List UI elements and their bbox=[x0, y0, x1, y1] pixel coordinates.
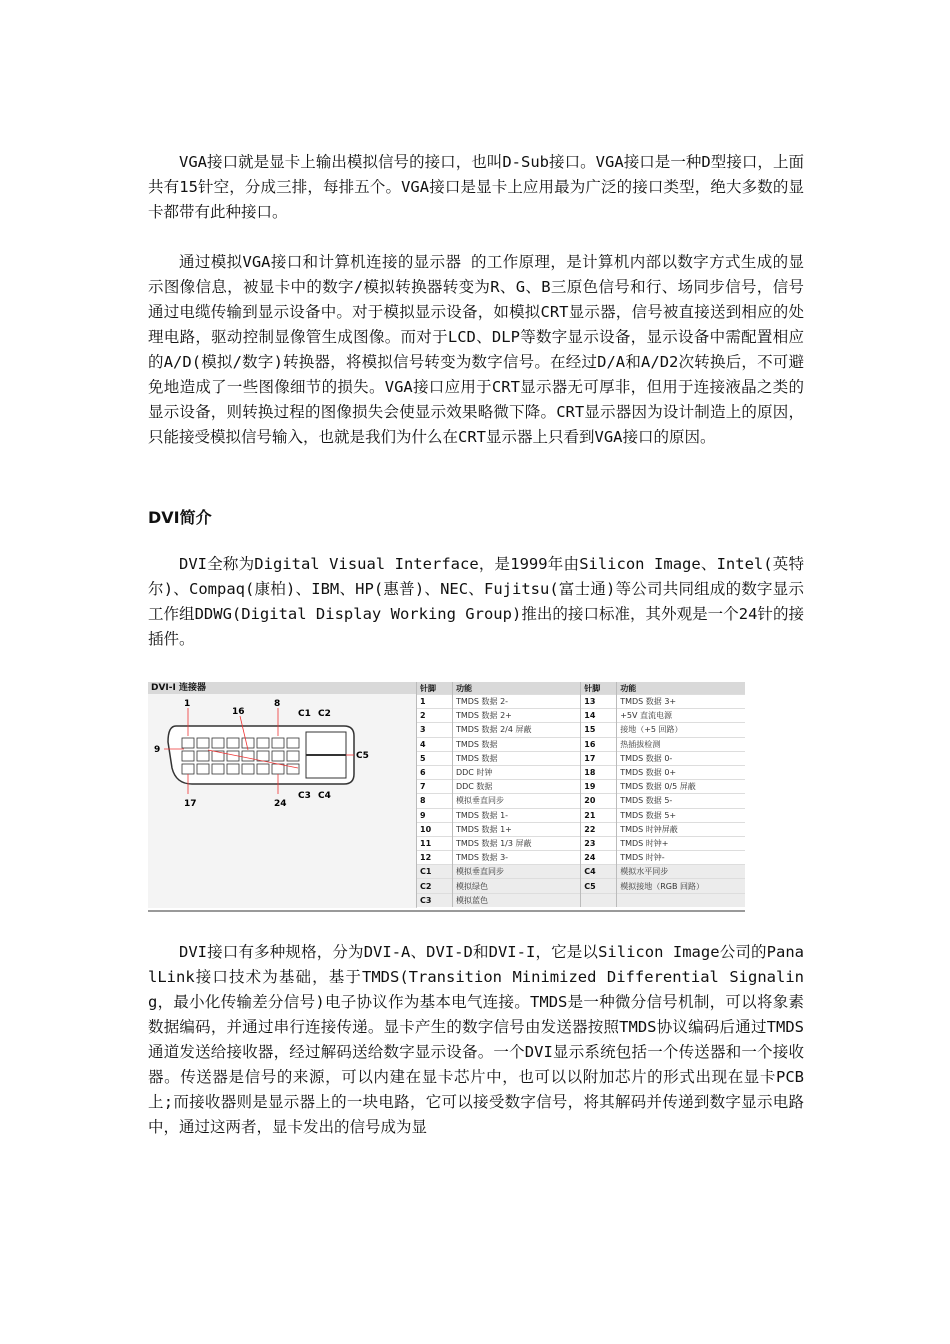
pin-number: C3 bbox=[417, 893, 453, 907]
pin-function: TMDS 数据 3- bbox=[452, 851, 580, 865]
label-pin-9: 9 bbox=[154, 745, 161, 755]
pin-number: 4 bbox=[417, 737, 453, 751]
pin-number: C1 bbox=[417, 865, 453, 879]
pin-function: +5V 直流电源 bbox=[617, 709, 745, 723]
table-row bbox=[417, 751, 746, 765]
pin-number: 10 bbox=[417, 822, 453, 836]
table-row bbox=[417, 836, 746, 850]
pin-number: C4 bbox=[581, 865, 617, 879]
label-pin-16: 16 bbox=[232, 707, 245, 717]
paragraph-dvi-spec: DVI接口有多种规格，分为DVI-A、DVI-D和DVI-I，它是以Silicon Image公司的PanalLink接口技术为基础，基于TMDS(Transition Minimized Differential Signaling，最小化传输差分信号)电子协议作为基本电气连接。TMDS是一种微分信号机制，可以将象素数据编码，并通过串行连接传递。显卡产生的数字信号由发送器按照TMDS协议编码后通过TMDS通道发送给接收器，经过解码送给数字显示设备。一个DVI显示系统包括一个传送器和一个接收器。传送器是信号的来源，可以内建在显卡芯片中，也可以以附加芯片的形式出现在显卡PCB上;而接收器则是显示器上的一块电路，它可以接受数字信号，将其解码并传递到数字显示电路中，通过这两者，显卡发出的信号成为显 bbox=[148, 943, 804, 1136]
pin-socket bbox=[182, 738, 194, 748]
pin-number: 14 bbox=[581, 709, 617, 723]
label-c4: C4 bbox=[318, 791, 331, 801]
pin-socket bbox=[227, 764, 239, 774]
pin-function: TMDS 数据 0+ bbox=[617, 765, 745, 779]
connector-title: DVI-I 连接器 bbox=[148, 682, 416, 694]
document-page bbox=[148, 150, 804, 1140]
pin-function: TMDS 时钟- bbox=[617, 851, 745, 865]
table-row bbox=[417, 780, 746, 794]
paragraph-vga-intro: VGA接口就是显卡上输出模拟信号的接口，也叫D-Sub接口。VGA接口是一种D型接口，上面共有15针空，分成三排，每排五个。VGA接口是显卡上应用最为广泛的接口类型，绝大多数的显卡都带有此种接口。 bbox=[148, 153, 804, 221]
pin-number: 23 bbox=[581, 836, 617, 850]
table-row bbox=[417, 794, 746, 808]
pin-socket bbox=[257, 764, 269, 774]
pin-function: TMDS 数据 1- bbox=[452, 808, 580, 822]
pin-number: 8 bbox=[417, 794, 453, 808]
pin-socket bbox=[272, 738, 284, 748]
dvi-pinout-figure bbox=[148, 682, 745, 912]
pin-function: TMDS 数据 5+ bbox=[617, 808, 745, 822]
pin-function: 模拟接地（RGB 回路） bbox=[617, 879, 745, 893]
pin-number: 6 bbox=[417, 765, 453, 779]
label-pin-24: 24 bbox=[274, 799, 287, 809]
table-row bbox=[417, 765, 746, 779]
pin-number: 22 bbox=[581, 822, 617, 836]
pin-function: 接地（+5 回路） bbox=[617, 723, 745, 737]
pin-function: 模拟蓝色 bbox=[452, 893, 580, 907]
pin-number: 18 bbox=[581, 765, 617, 779]
pin-socket bbox=[287, 738, 299, 748]
pin-socket bbox=[197, 764, 209, 774]
pin-number: 13 bbox=[581, 695, 617, 709]
pin-function: TMDS 数据 2/4 屏蔽 bbox=[452, 723, 580, 737]
pin-number: 11 bbox=[417, 836, 453, 850]
pin-socket bbox=[182, 764, 194, 774]
pin-function: 模拟垂直同步 bbox=[452, 794, 580, 808]
label-c5: C5 bbox=[356, 751, 369, 761]
pin-socket bbox=[197, 738, 209, 748]
header-func: 功能 bbox=[452, 682, 580, 695]
pin-number: 9 bbox=[417, 808, 453, 822]
table-row bbox=[417, 879, 746, 893]
pin-socket bbox=[197, 751, 209, 761]
label-pin-1: 1 bbox=[184, 699, 191, 709]
pin-socket bbox=[242, 751, 254, 761]
pin-socket bbox=[227, 738, 239, 748]
table-row bbox=[417, 808, 746, 822]
table-row bbox=[417, 709, 746, 723]
pin-number bbox=[581, 893, 617, 907]
pin-socket bbox=[182, 751, 194, 761]
pin-function-table bbox=[416, 682, 745, 907]
table-row bbox=[417, 865, 746, 879]
section-heading-dvi: DVI简介 bbox=[148, 508, 212, 527]
table-row bbox=[417, 723, 746, 737]
header-pin: 针脚 bbox=[581, 682, 617, 695]
pin-function: TMDS 数据 0- bbox=[617, 751, 745, 765]
pin-number: 19 bbox=[581, 780, 617, 794]
pin-number: 16 bbox=[581, 737, 617, 751]
pin-number: C5 bbox=[581, 879, 617, 893]
table-row bbox=[417, 851, 746, 865]
pin-function: TMDS 数据 5- bbox=[617, 794, 745, 808]
pin-number: 15 bbox=[581, 723, 617, 737]
label-pin-17: 17 bbox=[184, 799, 197, 809]
pin-socket bbox=[242, 764, 254, 774]
pin-number: 1 bbox=[417, 695, 453, 709]
pin-function bbox=[617, 893, 745, 907]
pin-function: TMDS 数据 2+ bbox=[452, 709, 580, 723]
pin-socket bbox=[272, 764, 284, 774]
paragraph-vga-principle: 通过模拟VGA接口和计算机连接的显示器 的工作原理，是计算机内部以数字方式生成的显示图像信息，被显卡中的数字/模拟转换器转变为R、G、B三原色信号和行、场同步信号，信号通过电缆传输到显示设备中。对于模拟显示设备，如模拟CRT显示器，信号被直接送到相应的处理电路，驱动控制显像管生成图像。而对于LCD、DLP等数字显示设备，显示设备中需配置相应的A/D(模拟/数字)转换器，将模拟信号转变为数字信号。在经过D/A和A/D2次转换后，不可避免地造成了一些图像细节的损失。VGA接口应用于CRT显示器无可厚非，但用于连接液晶之类的显示设备，则转换过程的图像损失会使显示效果略微下降。CRT显示器因为设计制造上的原因，只能接受模拟信号输入，也就是我们为什么在CRT显示器上只看到VGA接口的原因。 bbox=[148, 253, 804, 446]
pin-function: TMDS 数据 2- bbox=[452, 695, 580, 709]
pin-function: 模拟垂直同步 bbox=[452, 865, 580, 879]
pin-number: 21 bbox=[581, 808, 617, 822]
pin-function: TMDS 数据 bbox=[452, 751, 580, 765]
pin-function: TMDS 数据 1/3 屏蔽 bbox=[452, 836, 580, 850]
pin-function: TMDS 数据 1+ bbox=[452, 822, 580, 836]
pin-number: 24 bbox=[581, 851, 617, 865]
pin-function: 热插拔检测 bbox=[617, 737, 745, 751]
label-c2: C2 bbox=[318, 709, 331, 719]
pin-socket bbox=[257, 738, 269, 748]
pin-function: TMDS 时钟+ bbox=[617, 836, 745, 850]
connector-drawing bbox=[148, 682, 416, 908]
label-c1: C1 bbox=[298, 709, 311, 719]
dvi-connector-diagram bbox=[148, 682, 417, 908]
pin-socket bbox=[287, 764, 299, 774]
pin-function: DDC 数据 bbox=[452, 780, 580, 794]
pin-socket bbox=[272, 751, 284, 761]
pin-function: 模拟水平同步 bbox=[617, 865, 745, 879]
pin-socket bbox=[212, 738, 224, 748]
pin-function: TMDS 时钟屏蔽 bbox=[617, 822, 745, 836]
table-row bbox=[417, 695, 746, 709]
table-header-row bbox=[417, 682, 746, 695]
label-c3: C3 bbox=[298, 791, 311, 801]
pin-number: 7 bbox=[417, 780, 453, 794]
pin-function: TMDS 数据 3+ bbox=[617, 695, 745, 709]
table-row bbox=[417, 737, 746, 751]
pin-socket bbox=[212, 764, 224, 774]
pin-number: 20 bbox=[581, 794, 617, 808]
pin-socket bbox=[257, 751, 269, 761]
header-pin: 针脚 bbox=[417, 682, 453, 695]
pin-socket bbox=[242, 738, 254, 748]
pin-number: 5 bbox=[417, 751, 453, 765]
pin-number: 2 bbox=[417, 709, 453, 723]
pin-function: TMDS 数据 0/5 屏蔽 bbox=[617, 780, 745, 794]
pin-number: 17 bbox=[581, 751, 617, 765]
table-row bbox=[417, 822, 746, 836]
pin-number: 12 bbox=[417, 851, 453, 865]
pin-number: C2 bbox=[417, 879, 453, 893]
pin-function: 模拟绿色 bbox=[452, 879, 580, 893]
header-func: 功能 bbox=[617, 682, 745, 695]
label-pin-8: 8 bbox=[274, 699, 281, 709]
paragraph-dvi-intro: DVI全称为Digital Visual Interface，是1999年由Silicon Image、Intel(英特尔)、Compaq(康柏)、IBM、HP(惠普)、NEC、Fujitsu(富士通)等公司共同组成的数字显示工作组DDWG(Digital Display Working Group)推出的接口标准，其外观是一个24针的接插件。 bbox=[148, 555, 804, 648]
pin-function: TMDS 数据 bbox=[452, 737, 580, 751]
pin-number: 3 bbox=[417, 723, 453, 737]
pin-function: DDC 时钟 bbox=[452, 765, 580, 779]
table-row bbox=[417, 893, 746, 907]
pin-socket bbox=[287, 751, 299, 761]
